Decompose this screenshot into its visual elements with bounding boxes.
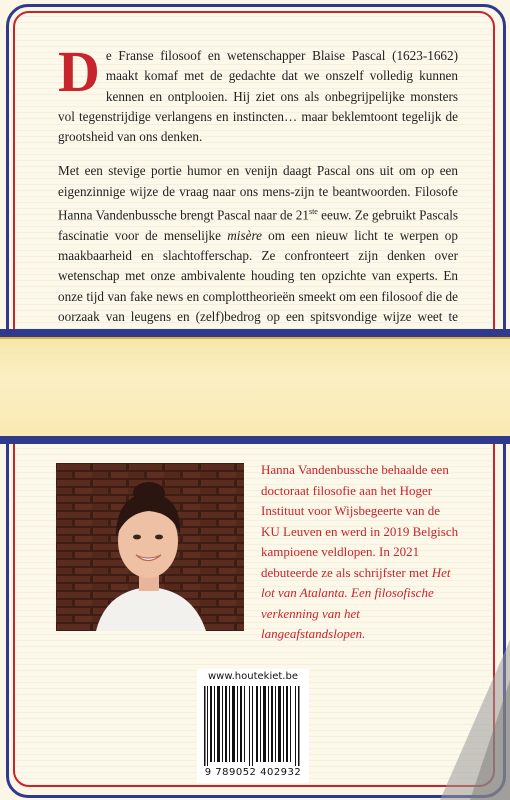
description-text: [58, 39, 458, 362]
book-title-italic: Het lot van Atalanta. Een filosofische verkenning van het langeafstandslopen.: [261, 564, 451, 641]
band-bottom-stripe: [0, 436, 510, 444]
italic-misere: misère: [227, 227, 262, 243]
isbn-number: 9 789052 402932: [204, 767, 302, 778]
description-paragraph-2-text-b: eeuw. Ze gebruikt Pascals fascinatie voor de menselijke: [58, 207, 458, 243]
description-paragraph-2-text-a: Met een stevige portie humor en venijn daagt Pascal ons uit om op een eigenzinnige wijze de vraag naar ons mens-zijn te beantwoorden. Filosofe Hanna Vandenbussche brengt Pascal naar de 21: [58, 163, 458, 223]
publisher-url: www.houtekiet.be: [208, 671, 298, 682]
drop-cap: D: [58, 39, 100, 104]
description-paragraph-1-text: e Franse filosoof en wetenschapper Blaise Pascal (1623-1662) maakt komaf met de gedachte dat we onszelf volledig kunnen kennen en ontplooien. Hij ziet ons als onbegrijpelijke monsters vol tegenstrijdige verlangens en instincten… maar beklemtoont tegelijk de grootsheid van ons denken.: [58, 48, 458, 145]
description-paragraph-1: [58, 39, 458, 147]
author-bio-text: Hanna Vandenbussche behaalde een doctoraat filosofie aan het Hoger Instituut voor Wijsbegeerte van de KU Leuven en werd in 2019 Belgisch kampioene veldlopen. In 2021 debuteerde ze als schrijfster met: [261, 462, 459, 580]
author-bio: [261, 460, 461, 645]
barcode-box: [197, 669, 309, 783]
barcode-bars: [204, 686, 302, 766]
band-top-stripe: [0, 329, 510, 337]
decorative-ribbon-band: [0, 337, 510, 438]
description-paragraph-2-text-c: om een nieuw licht te werpen op maakbaarheid en slachtofferschap. Ze confronteert zijn denken over wetenschap met onze ambivalente houding ten opzichte van experts. En onze tijd van fake news en complottheorieën smeekt om een filosoof die de oorzaak van leugens en (zelf)bedrog op een spitsvondige wijze weet te: [58, 227, 458, 324]
superscript-ste: ste: [308, 207, 318, 217]
corner-ribbon-decoration: [420, 640, 510, 800]
author-photo-illustration: [56, 463, 244, 631]
description-paragraph-2: [58, 161, 458, 347]
author-photo: [56, 463, 244, 631]
